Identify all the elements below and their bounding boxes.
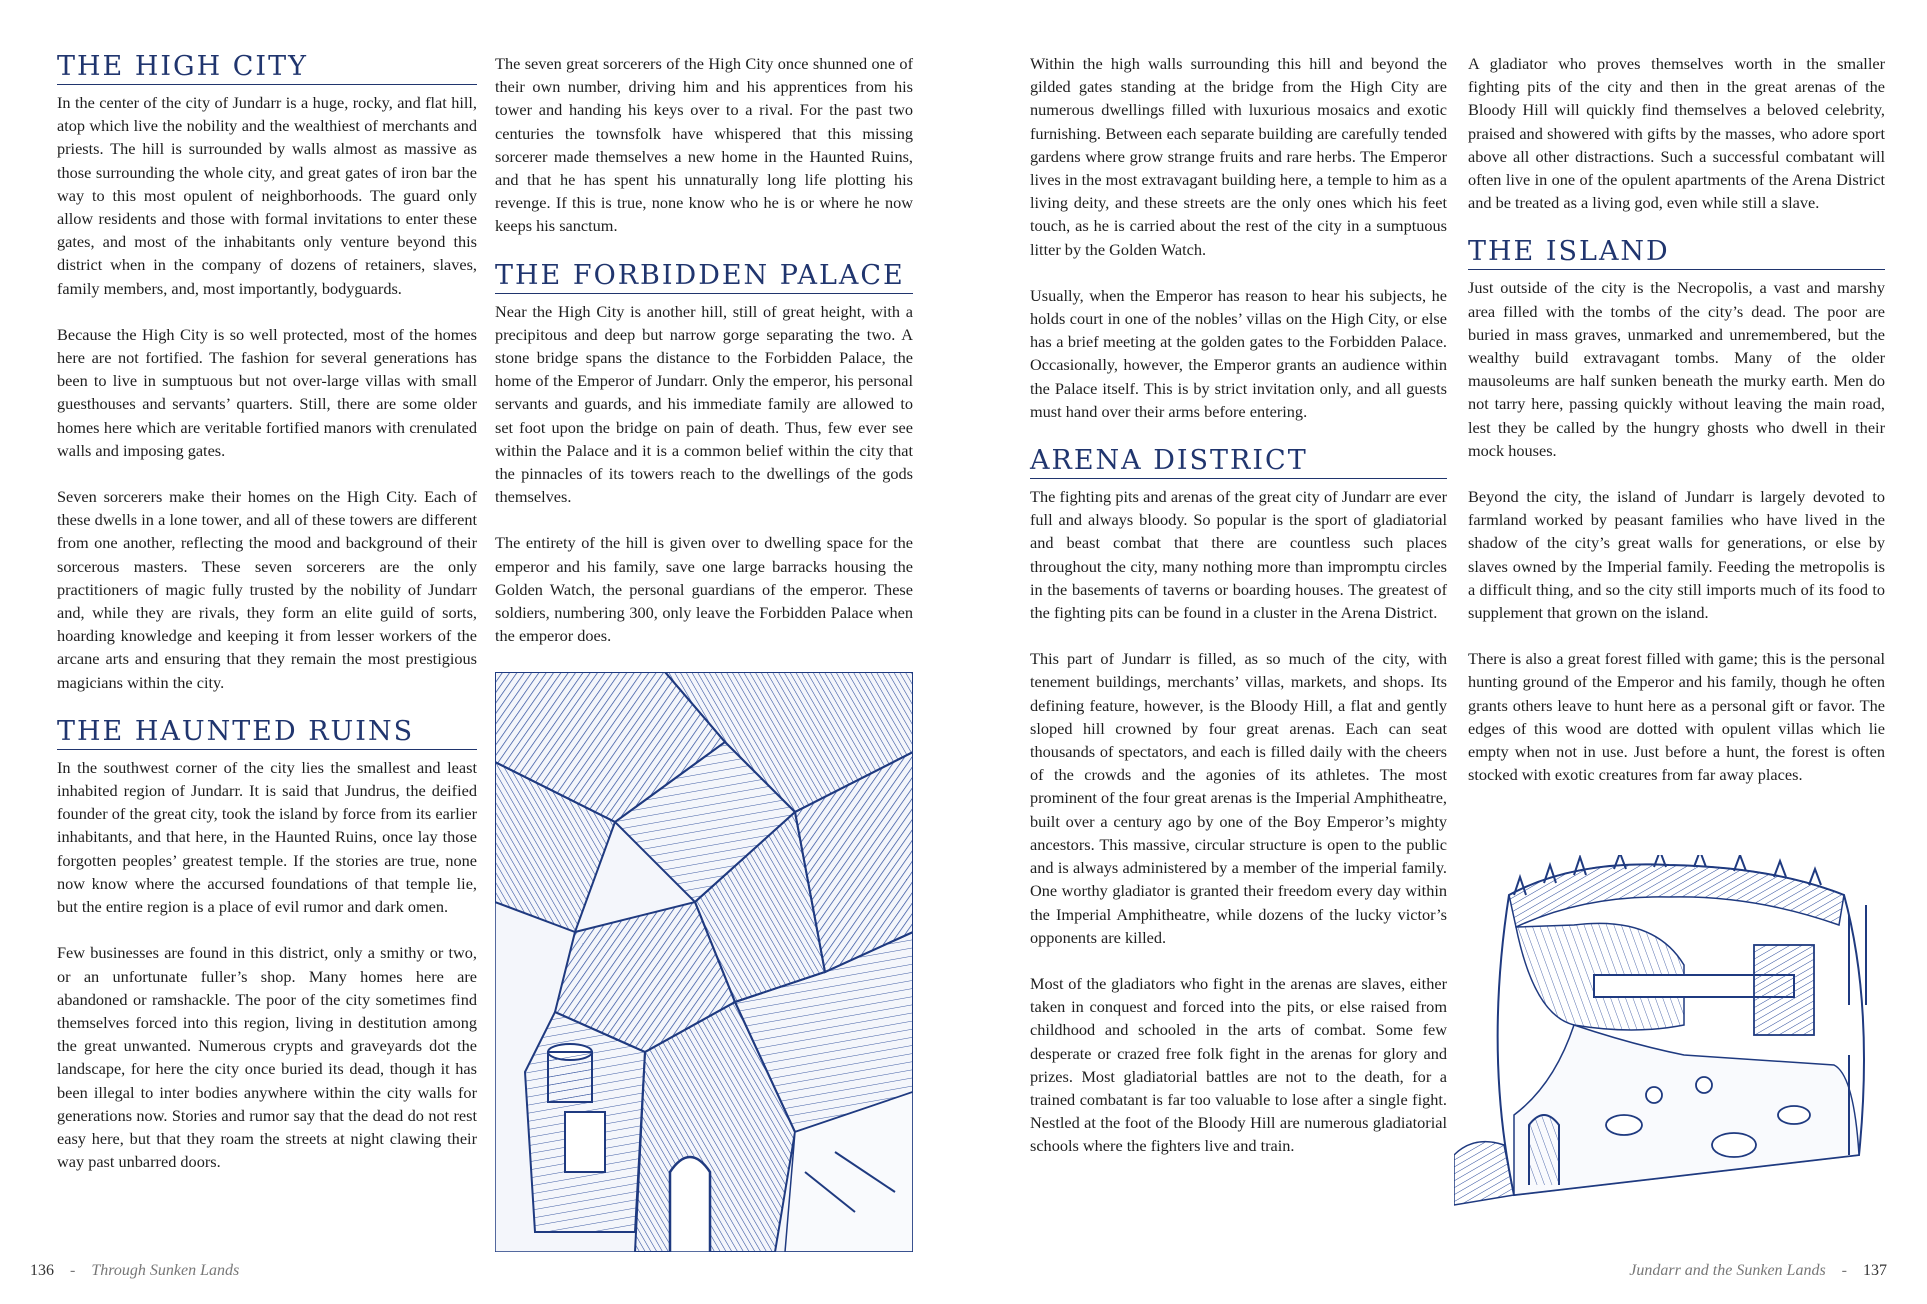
paragraph: The seven great sorcerers of the High City once shunned one of their own number, driving him and his apprentices from his tower and handing his keys over to a rival. For the past two centuries the townsfolk have whispered that this missing sorcerer made themselves a new home in the Haunted Ruins, and that he has spent his unnaturally long life plotting his revenge. If this is true, none know who he is or where he now keeps his sanctum. [495,54,913,236]
paragraph: Most of the gladiators who fight in the arenas are slaves, either taken in conquest and forced into the pits, or else raised from childhood and schooled in the arts of combat. Some few desperate or crazed free folk fight in the arenas for glory and prizes. Most gladiatorial battles are not to the death, for a trained combatant is far too valuable to lose after a single fight. Nestled at the foot of the Bloody Hill are numerous gladiatorial schools where the fighters live and train. [1030,973,1447,1156]
paragraph: Few businesses are found in this district, only a smithy or two, or an unfortunate fuller’s shop. Many homes here are abandoned or ramshackle. The poor of the city sometimes find themselves forced into this region, living in destitution among the great unwanted. Numerous crypts and graveyards dot the landscape, for here the city once buried its dead, though it has been illegal to inter bodies anywhere within the city walls for generations now. Stories and rumor say that the dead do not rest easy here, but that they roam the streets at night clawing their way past unbarred doors. [57,943,477,1172]
page-number: 137 [1863,1262,1887,1279]
paragraph: In the center of the city of Jundarr is a huge, rocky, and flat hill, atop which live the nobility and the wealthiest of merchants and priests. The hill is surrounded by walls almost as massive as those surrounding the whole city, and great gates of iron bar the way to this most opulent of neighborhoods. The guard only allow residents and those with formal invitations to enter these gates, and most of the inhabitants only venture beyond this district when in the company of dozens of retainers, slaves, family members, and, most importantly, bodyguards. [57,93,477,298]
right-page [964,0,1927,1304]
paragraph: In the southwest corner of the city lies the smallest and least inhabited region of Jundarr. It is said that Jundrus, the deified founder of the great city, took the island by force from its earlier inhabitants, and that here, in the Haunted Ruins, once lay those forgotten peoples’ greatest temple. If the stories are true, none now know where the accursed foundations of that temple lie, but the entire region is a place of evil rumor and dark omen. [57,757,477,917]
paragraph: The entirety of the hill is given over to dwelling space for the emperor and his family, save one large barracks housing the Golden Watch, the personal guardians of the emperor. These soldiers, numbering 300, only leave the Forbidden Palace when the emperor does. [495,533,913,646]
paragraph: Seven sorcerers make their homes on the High City. Each of these dwells in a lone tower, and all of these towers are different from one another, reflecting the mood and background of their sorcerous masters. These seven sorcerers are the only practitioners of magic fully trusted by the nobility of Jundarr and, while they are rivals, they form an elite guild of sorts, hoarding knowledge and keeping it from lesser workers of the arcane arts and ensuring that they remain the most prestigious magicians within the city. [57,487,477,692]
paragraph: This part of Jundarr is filled, as so much of the city, with tenement buildings, merchants’ villas, markets, and shops. Its defining feature, however, is the Bloody Hill, a flat and gently sloped hill crowned by four great arenas. Each can seat thousands of spectators, and each is filled daily with the cheers of the crowds and the agonies of its athletes. The most prominent of the four great arenas is the Imperial Amphitheatre, built over a century ago by one of the Boy Emperor’s mighty ancestors. This massive, circular structure is open to the public and is always administered by a member of the imperial family. One worthy gladiator is granted their freedom every day within the Imperial Amphitheatre, while dozens of the lucky victor’s opponents are killed. [1030,649,1447,947]
paragraph: The fighting pits and arenas of the great city of Jundarr are ever full and always bloody. So popular is the sport of gladiatorial and beast combat that there are countless such places throughout the city, many nothing more than impromptu circles in the basements of taverns or boarding houses. The greatest of the fighting pits can be found in a cluster in the Arena District. [1030,487,1447,623]
left-page [0,0,963,1304]
paragraph: Because the High City is so well protected, most of the homes here are not fortified. The fashion for several generations has been to live in sumptuous but not over-large villas with small guesthouses and servants’ quarters. Still, there are some older homes here which are veritable fortified manors with crenulated walls and imposing gates. [57,324,477,460]
left-column-2 [495,52,913,670]
rooftops-illustration [495,672,913,1252]
heading-island: THE ISLAND [1468,237,1885,270]
paragraph: Just outside of the city is the Necropolis, a vast and marshy area filled with the tombs of the city’s dead. The poor are buried in mass graves, unmarked and unremembered, but the wealthy build extravagant tombs. Many of the older mausoleums are half sunken beneath the murky earth. Men do not tarry here, passing quickly without leaving the main road, lest they be called by the hungry ghosts who dwell in their mock houses. [1468,278,1885,460]
paragraph: A gladiator who proves themselves worth in the smaller fighting pits of the city and then in the great arenas of the Bloody Hill will quickly find themselves a beloved celebrity, praised and showered with gifts by the masses, who adore sport above all other distractions. Such a successful combatant will often live in one of the opulent apartments of the Arena District and be treated as a living god, even while still a slave. [1468,54,1885,213]
page-number: 136 [30,1262,54,1279]
heading-high-city: THE HIGH CITY [57,52,477,85]
heading-forbidden-palace: THE FORBIDDEN PALACE [495,261,913,294]
footer-separator: - [70,1262,76,1279]
arena-cutaway-illustration [1454,855,1884,1250]
right-column-2 [1468,52,1885,809]
heading-haunted-ruins: THE HAUNTED RUINS [57,717,477,750]
footer-separator: - [1841,1262,1847,1279]
book-title: Through Sunken Lands [91,1262,240,1279]
paragraph: There is also a great forest filled with game; this is the personal hunting ground of the Emperor and his family, though he often grants others leave to hunt here as a personal gift or favor. The edges of this wood are dotted with opulent villas which lie empty when not in use. Just before a hunt, the forest is often stocked with exotic creatures from far away places. [1468,649,1885,785]
book-title: Jundarr and the Sunken Lands [1629,1262,1826,1279]
paragraph: Near the High City is another hill, still of great height, with a precipitous and deep but narrow gorge separating the two. A stone bridge spans the distance to the Forbidden Palace, the home of the Emperor of Jundarr. Only the emperor, his personal servants and guards, and his immediate family are allowed to set foot upon the bridge on pain of death. Thus, few ever see within the Palace and it is a common belief within the city that the pinnacles of its towers reach to the dwellings of the gods themselves. [495,301,913,507]
right-footer [1407,1262,1887,1280]
left-footer [30,1262,430,1280]
paragraph: Within the high walls surrounding this hill and beyond the gilded gates standing at the bridge from the High City are numerous dwellings filled with luxurious mosaics and exotic furnishing. Between each separate building are carefully tended gardens where grow strange fruits and rare herbs. The Emperor lives in the most extravagant building here, a temple to him as a living deity, and these streets are the only ones which his feet touch, as he is carried about the rest of the city in a sumptuous litter by the Golden Watch. [1030,54,1447,259]
paragraph: Usually, when the Emperor has reason to hear his subjects, he holds court in one of the nobles’ villas on the High City, or else has a brief meeting at the golden gates to the Forbidden Palace. Occasionally, however, the Emperor grants an audience within the Palace itself. This is by strict invitation only, and all guests must hand over their arms before entering. [1030,285,1447,421]
left-column-1 [57,52,477,1196]
paragraph: Beyond the city, the island of Jundarr is largely devoted to farmland worked by peasant families who have lived in the shadow of the city’s great walls for generations, or else by slaves owned by the Imperial family. Feeding the metropolis is a difficult thing, and so the city still imports much of its food to supplement that grown on the island. [1468,487,1885,623]
right-column-1 [1030,52,1447,1181]
heading-arena-district: ARENA DISTRICT [1030,446,1447,479]
